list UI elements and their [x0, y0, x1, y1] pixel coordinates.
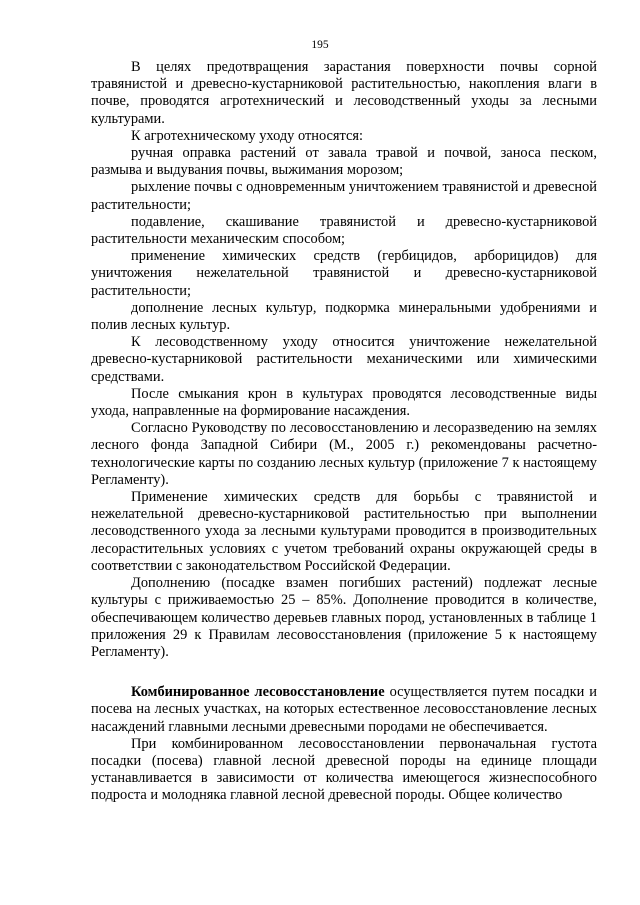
list-item-supplement: дополнение лесных культур, подкормка минеральными удобрениями и полив лесных культур.: [91, 299, 597, 334]
paragraph-crown-closure: После смыкания крон в культурах проводятся лесоводственные виды ухода, направленные на формирование насаждения.: [91, 385, 597, 420]
paragraph-combined-definition: [91, 684, 597, 736]
paragraph-purpose: В целях предотвращения зарастания поверхности почвы сорной травянистой и древесно-кустарниковой растительностью, накопления влаги в почве, проводятся агротехнический и лесоводственный уходы за лесными культурами.: [91, 59, 597, 127]
list-item-manual-adjustment: ручная оправка растений от завала травой и почвой, заноса песком, размыва и выдувания почвы, выжимания морозом;: [91, 145, 597, 179]
paragraph-silvicultural-care: К лесоводственному уходу относится уничтожение нежелательной древесно-кустарниковой растительности механическими или химическими средствами.: [91, 334, 597, 385]
list-item-mowing: подавление, скашивание травянистой и древесно-кустарниковой растительности механическим способом;: [91, 213, 597, 248]
list-item-chemicals: применение химических средств (гербицидов, арборицидов) для уничтожения нежелательной травянистой и древесно-кустарниковой растительности;: [91, 248, 597, 299]
paragraph-combined-density: При комбинированном лесовосстановлении первоначальная густота посадки (посева) главной лесной древесной породы на единице площади устанавливается в зависимости от количества имеющегося жизнеспособного подроста и молодняка главной лесной древесной породы. Общее количество: [91, 735, 597, 804]
list-item-loosening: рыхление почвы с одновременным уничтожением травянистой и древесной растительности;: [91, 179, 597, 213]
combined-definition-text: осуществляется путем посадки и посева на лесных участках, на которых естественное лесовосстановление лесных насаждений главными лесными древесными породами не обеспечивается.: [91, 684, 597, 735]
paragraph-replanting: Дополнению (посадке взамен погибших растений) подлежат лесные культуры с приживаемостью 25 – 85%. Дополнение проводится в количестве, обеспечивающем количество деревьев главных пород, установленных в таблице 1 приложения 29 к Правилам лесовосстановления (приложение 5 к настоящему Регламенту).: [91, 575, 597, 660]
page-number: 195: [311, 39, 329, 51]
paragraph-agrotech-intro: К агротехническому уходу относятся:: [131, 127, 363, 144]
combined-term: Комбинированное лесовосстановление: [131, 684, 385, 701]
page-body: [91, 59, 597, 805]
paragraph-chemical-application: Применение химических средств для борьбы с травянистой и нежелательной древесно-кустарниковой растительностью при выполнении лесоводственного ухода за лесными культурами проводится в производительных лесорастительных условиях с учетом требований охраны окружающей среды в соответствии с законодательством Российской Федерации.: [91, 489, 597, 574]
paragraph-guidelines: Согласно Руководству по лесовосстановлению и лесоразведению на землях лесного фонда Западной Сибири (М., 2005 г.) рекомендованы расчетно-технологические карты по созданию лесных культур (приложение 7 к настоящему Регламенту).: [91, 420, 597, 488]
section-gap: [91, 661, 597, 684]
